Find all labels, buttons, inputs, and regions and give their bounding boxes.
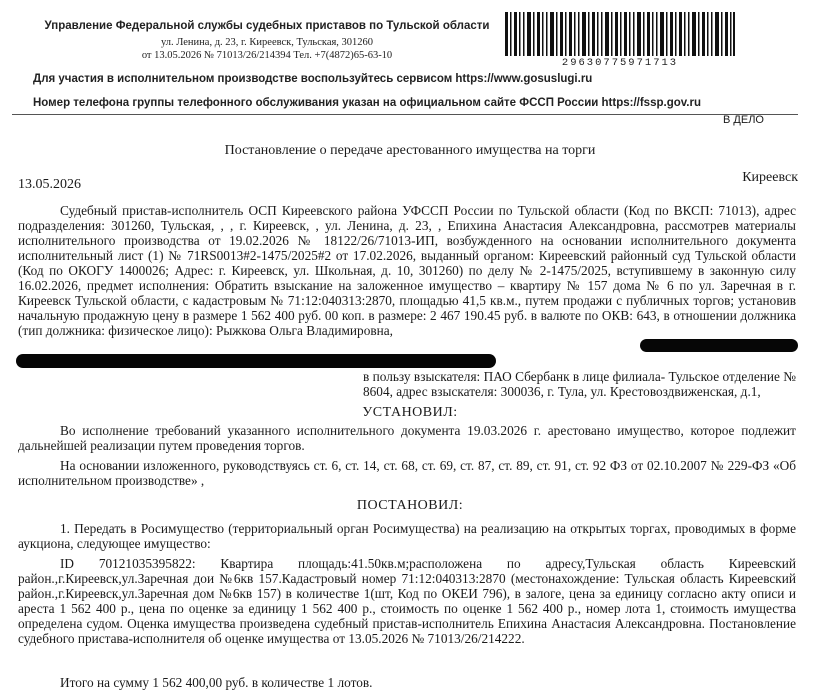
document-city: Киреевск (742, 170, 798, 185)
redaction-bar (640, 339, 798, 352)
document-date: 13.05.2026 (18, 177, 81, 192)
heading-ustanovil: УСТАНОВИЛ: (362, 405, 458, 420)
item-1-paragraph: 1. Передать в Росимущество (территориальный орган Росимущества) на реализацию на открытых торгах, проводимых в форме аукциона, следующее имущество: (18, 521, 796, 551)
header-divider (12, 114, 798, 115)
header-gosuslugi-note: Для участия в исполнительном производстве воспользуйтесь сервисом https://www.gosuslugi.ru (33, 73, 593, 85)
redaction-bar (16, 354, 496, 368)
creditor-paragraph: в пользу взыскателя: ПАО Сбербанк в лице филиала- Тульское отделение № 8604, адрес взыскателя: 300036, г. Тула, ул. Крестовоздвиженская, д.1, (363, 369, 796, 399)
header-org: Управление Федеральной службы судебных приставов по Тульской области (44, 20, 490, 32)
heading-postanovil: ПОСТАНОВИЛ: (356, 498, 464, 513)
barcode-number: 29630775971713 (561, 57, 679, 69)
header-doc-ref: от 13.05.2026 № 71013/26/214394 Тел. +7(4872)65-63-10 (141, 50, 393, 61)
basis-paragraph: На основании изложенного, руководствуясь ст. 6, ст. 14, ст. 68, ст. 69, ст. 87, ст. 89, ст. 91, ст. 92 ФЗ от 02.10.2007 № 229-ФЗ «Об исполнительном производстве» , (18, 458, 796, 488)
document-title: Постановление о передаче арестованного имущества на торги (224, 143, 596, 158)
header-address: ул. Ленина, д. 23, г. Киреевск, Тульская, 301260 (160, 37, 374, 48)
ustanovil-paragraph: Во исполнение требований указанного исполнительного документа 19.03.2026 г. арестовано имущество, которое подлежит дальнейшей реализации путем проведения торгов. (18, 423, 796, 453)
header-phone-note: Номер телефона группы телефонного обслуживания указан на официальном сайте ФССП России https://fssp.gov.ru (33, 97, 701, 109)
barcode-image (505, 12, 735, 56)
v-delo-mark: В ДЕЛО (723, 114, 764, 126)
property-paragraph: ID 70121035395822: Квартира площадь:41.50кв.м;расположена по адресу,Тульская область Киреевский район.,г.Киреевск,ул.Заречная дои №6кв 157.Кадастровый номер 71:12:040313:2870 (местонахождение: Тульская область Киреевский район.,г.Киреевск,ул.Заречная дом №6кв 157) в количестве 1(шт, Код по ОКЕИ 796), в залоге, цена за единицу согласно акту описи и ареста 1 562 400 р., цена по оценке за единицу 1 562 400 р., стоимость по оценке 1 562 400 р., номер лота 1, стоимость имущества определена судом. Оценка имущества произведена судебный пристав-исполнитель Епихина Анастасия Александровна. Постановление судебного пристава-исполнителя об оценке имущества от 13.05.2026 № 71013/26/214222. (18, 556, 796, 646)
preamble-paragraph: Судебный пристав-исполнитель ОСП Киреевского района УФССП России по Тульской области (Код по ВКСП: 71013), адрес подразделения: 301260, Тульская, , , г. Киреевск, , ул. Ленина, д. 23, , Епихина Анастасия Александровна, рассмотрев материалы исполнительного производства от 19.02.2026 № 18122/26/71013-ИП, возбужденного на основании исполнительного документа исполнительный лист (1) № 71RS0013#2-1475/2025#2 от 17.02.2026, выданный органом: Киреевский районный суд Тульской области (Код по ОКОГУ 1400026; Адрес: г. Киреевск, ул. Школьная, д. 10, 301260) по делу № 2-1475/2025, вступившему в законную силу 16.02.2026, предмет исполнения: Обратить взыскание на заложенное имущество – квартиру № 157 дома № 6 по ул. Заречная в г. Киреевск Тульской области, с кадастровым № 71:12:040313:2870, площадью 41,5 кв.м., путем продажи с публичных торгов; установив начальную продажную цену в размере 1 562 400 руб. 00 коп. в размере: 2 467 190.45 руб. в валюте по ОКВ: 643, в отношении должника (тип должника: физическое лицо): Рыжкова Ольга Владимировна, (18, 203, 796, 338)
total-line: Итого на сумму 1 562 400,00 руб. в количестве 1 лотов. (60, 675, 373, 690)
